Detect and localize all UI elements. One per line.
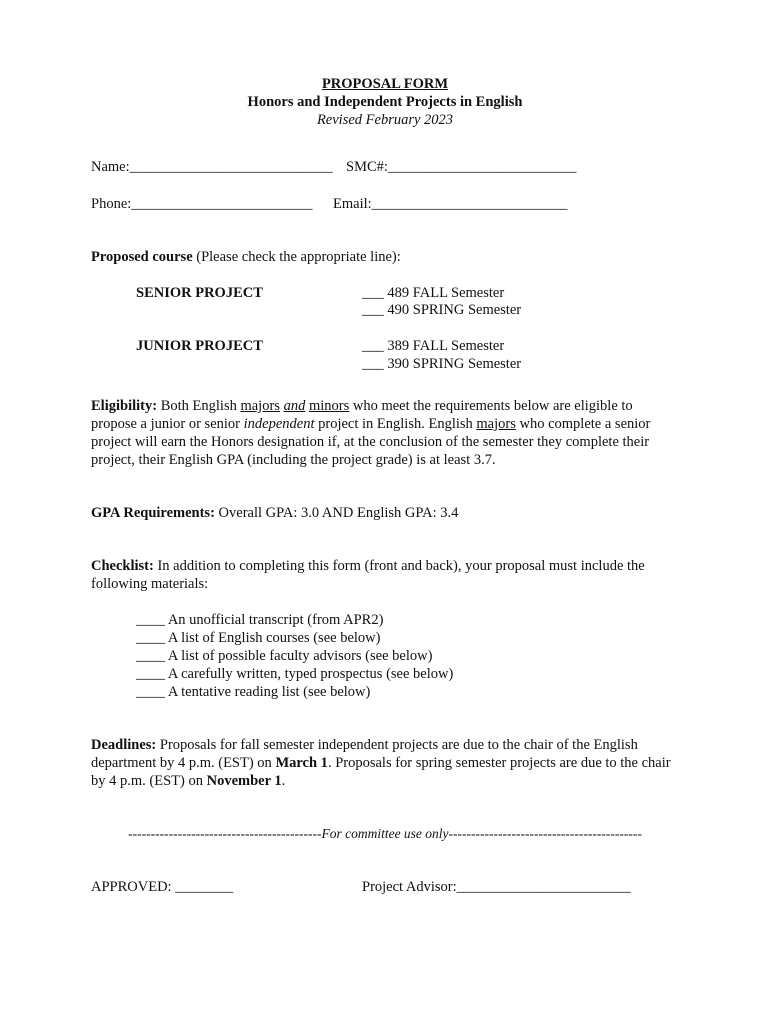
smc-label: SMC#: <box>346 159 388 175</box>
approved-blank[interactable]: ________ <box>175 879 234 895</box>
revision-date: Revised February 2023 <box>316 112 454 128</box>
email-field[interactable] <box>333 195 567 213</box>
smc-blank[interactable]: __________________________ <box>387 159 577 175</box>
junior-spring-option[interactable]: ___ 390 SPRING Semester <box>362 356 522 372</box>
name-field[interactable] <box>91 158 333 176</box>
checklist-item[interactable]: ____ A carefully written, typed prospectus (see below) <box>136 666 454 682</box>
checklist-item[interactable]: ____ An unofficial transcript (from APR2) <box>136 612 384 628</box>
smc-field[interactable] <box>346 158 576 176</box>
approved-field[interactable] <box>91 878 233 896</box>
page-subtitle: Honors and Independent Projects in English <box>247 94 523 110</box>
senior-project-label: SENIOR PROJECT <box>136 285 263 301</box>
email-label: Email: <box>333 196 372 212</box>
junior-fall-option[interactable]: ___ 389 FALL Semester <box>362 338 505 354</box>
senior-spring-option[interactable]: ___ 490 SPRING Semester <box>362 302 522 318</box>
phone-label: Phone: <box>91 196 132 212</box>
committee-divider: -------------------------------------------For committee use only------------------------------------------- <box>128 826 642 841</box>
phone-blank[interactable]: _________________________ <box>131 196 313 212</box>
approved-label: APPROVED: <box>91 879 176 895</box>
checklist-item[interactable]: ____ A list of possible faculty advisors (see below) <box>136 648 433 664</box>
project-advisor-blank[interactable]: ________________________ <box>456 879 631 895</box>
senior-fall-option[interactable]: ___ 489 FALL Semester <box>362 285 505 301</box>
checklist-item[interactable]: ____ A list of English courses (see below) <box>136 630 381 646</box>
phone-field[interactable] <box>91 195 313 213</box>
checklist-item[interactable]: ____ A tentative reading list (see below) <box>136 684 371 700</box>
checklist-paragraph: Checklist: In addition to completing this form (front and back), your proposal must include the following materials: <box>91 558 645 592</box>
project-advisor-label: Project Advisor: <box>362 879 457 895</box>
name-blank[interactable]: ____________________________ <box>129 159 333 175</box>
proposed-course-heading: Proposed course (Please check the appropriate line): <box>91 249 401 265</box>
eligibility-paragraph: Eligibility: Both English majors and minors who meet the requirements below are eligible to propose a junior or senior independent project in English. English majors who complete a senior project will earn the Honors designation if, at the conclusion of the semester they complete their project, their English GPA (including the project grade) is at least 3.7. <box>91 398 651 468</box>
name-label: Name: <box>91 159 130 175</box>
junior-project-label: JUNIOR PROJECT <box>136 338 263 354</box>
gpa-requirements: GPA Requirements: Overall GPA: 3.0 AND English GPA: 3.4 <box>91 505 459 521</box>
email-blank[interactable]: ___________________________ <box>371 196 568 212</box>
project-advisor-field[interactable] <box>362 878 631 896</box>
page-title: PROPOSAL FORM <box>321 76 449 92</box>
deadlines-paragraph: Deadlines: Proposals for fall semester independent projects are due to the chair of the English department by 4 p.m. (EST) on March 1. Proposals for spring semester projects are due to the chair by 4 p.m. (EST) on November 1. <box>91 737 671 789</box>
